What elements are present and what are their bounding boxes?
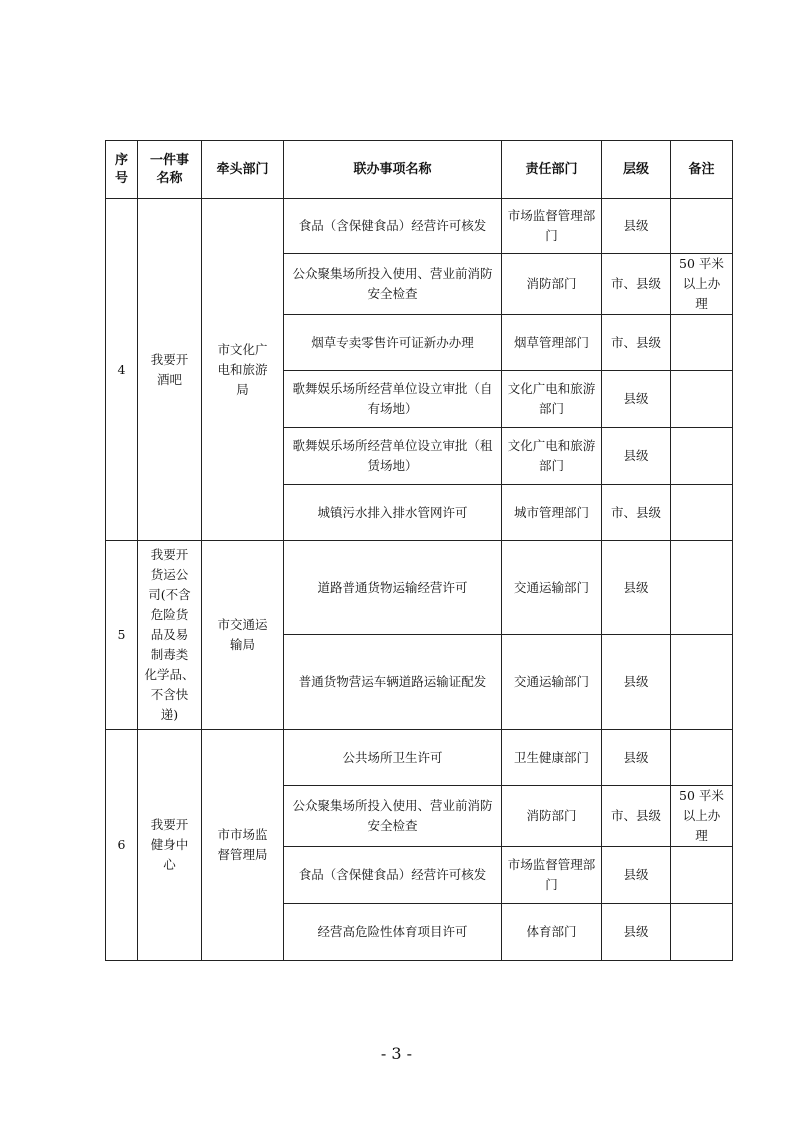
responsible-dept: 市场监督管理部门 <box>502 199 602 254</box>
level: 市、县级 <box>602 786 671 847</box>
responsible-dept: 体育部门 <box>502 904 602 961</box>
responsible-dept: 烟草管理部门 <box>502 315 602 371</box>
table-row <box>106 541 733 635</box>
group-seq: 4 <box>106 199 138 541</box>
joint-item-name: 道路普通货物运输经营许可 <box>284 541 502 635</box>
remark: 50 平米 以上办 理 <box>671 254 733 315</box>
level: 县级 <box>602 428 671 485</box>
table-body <box>106 199 733 961</box>
responsible-dept: 城市管理部门 <box>502 485 602 541</box>
remark <box>671 847 733 904</box>
responsible-dept: 交通运输部门 <box>502 635 602 730</box>
joint-item-name: 城镇污水排入排水管网许可 <box>284 485 502 541</box>
table-header-row <box>106 141 733 199</box>
responsible-dept: 卫生健康部门 <box>502 730 602 786</box>
group-lead-dept: 市交通运 输局 <box>202 541 284 730</box>
remark <box>671 541 733 635</box>
group-seq: 5 <box>106 541 138 730</box>
group-matter: 我要开 货运公 司(不含 危险货 品及易 制毒类 化学品、 不含快 递) <box>138 541 202 730</box>
matters-table <box>105 140 733 961</box>
group-lead-dept: 市市场监 督管理局 <box>202 730 284 961</box>
joint-item-name: 食品（含保健食品）经营许可核发 <box>284 199 502 254</box>
header-seq: 序 号 <box>106 141 138 199</box>
joint-item-name: 歌舞娱乐场所经营单位设立审批（自有场地） <box>284 371 502 428</box>
remark <box>671 635 733 730</box>
remark <box>671 904 733 961</box>
group-lead-dept: 市文化广 电和旅游 局 <box>202 199 284 541</box>
group-seq: 6 <box>106 730 138 961</box>
remark: 50 平米 以上办 理 <box>671 786 733 847</box>
level: 县级 <box>602 541 671 635</box>
header-matter: 一件事 名称 <box>138 141 202 199</box>
joint-item-name: 烟草专卖零售许可证新办办理 <box>284 315 502 371</box>
group-matter: 我要开 健身中 心 <box>138 730 202 961</box>
joint-item-name: 普通货物营运车辆道路运输证配发 <box>284 635 502 730</box>
responsible-dept: 文化广电和旅游部门 <box>502 371 602 428</box>
joint-item-name: 经营高危险性体育项目许可 <box>284 904 502 961</box>
table-row <box>106 199 733 254</box>
joint-item-name: 歌舞娱乐场所经营单位设立审批（租赁场地） <box>284 428 502 485</box>
remark <box>671 315 733 371</box>
level: 市、县级 <box>602 254 671 315</box>
level: 县级 <box>602 635 671 730</box>
page-number: - 3 - <box>380 1044 413 1063</box>
level: 市、县级 <box>602 485 671 541</box>
remark <box>671 730 733 786</box>
header-lead-dept: 牵头部门 <box>202 141 284 199</box>
responsible-dept: 文化广电和旅游部门 <box>502 428 602 485</box>
joint-item-name: 公共场所卫生许可 <box>284 730 502 786</box>
group-matter: 我要开 酒吧 <box>138 199 202 541</box>
responsible-dept: 消防部门 <box>502 254 602 315</box>
header-resp-dept: 责任部门 <box>502 141 602 199</box>
table-row <box>106 730 733 786</box>
remark <box>671 199 733 254</box>
level: 县级 <box>602 904 671 961</box>
header-joint-item: 联办事项名称 <box>284 141 502 199</box>
level: 县级 <box>602 730 671 786</box>
header-level: 层级 <box>602 141 671 199</box>
remark <box>671 371 733 428</box>
remark <box>671 485 733 541</box>
responsible-dept: 交通运输部门 <box>502 541 602 635</box>
level: 市、县级 <box>602 315 671 371</box>
joint-item-name: 公众聚集场所投入使用、营业前消防安全检查 <box>284 786 502 847</box>
level: 县级 <box>602 371 671 428</box>
level: 县级 <box>602 199 671 254</box>
joint-item-name: 公众聚集场所投入使用、营业前消防安全检查 <box>284 254 502 315</box>
level: 县级 <box>602 847 671 904</box>
responsible-dept: 消防部门 <box>502 786 602 847</box>
responsible-dept: 市场监督管理部门 <box>502 847 602 904</box>
remark <box>671 428 733 485</box>
header-remark: 备注 <box>671 141 733 199</box>
joint-item-name: 食品（含保健食品）经营许可核发 <box>284 847 502 904</box>
